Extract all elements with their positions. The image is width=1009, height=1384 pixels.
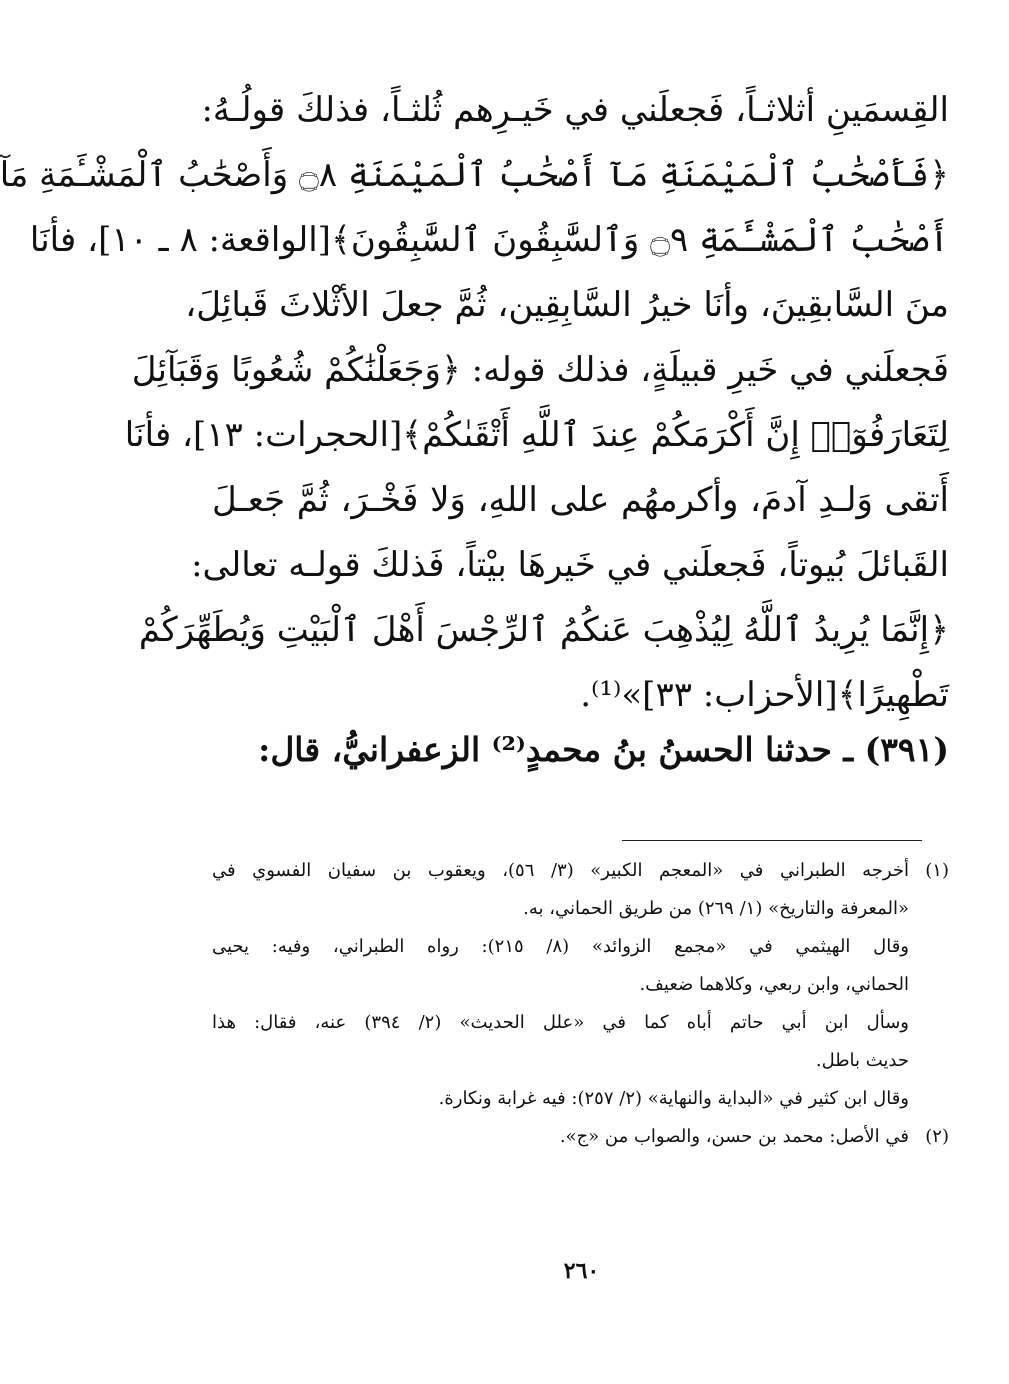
footnote (212, 852, 949, 928)
footnote-line: حديث باطل. (815, 1050, 909, 1071)
page-number: ٢٦٠ (563, 1258, 600, 1284)
footnote (212, 928, 949, 1004)
text-line: فَجعلَني في خَيرِ قبيلَةٍ، فذلك قوله: ﴿وَجَعَلْنَٰكُمْ شُعُوبًا وَقَبَآئِلَ (131, 350, 949, 390)
footnote-body (212, 1080, 909, 1118)
footnote-line: «المعرفة والتاريخ» (١/ ٢٦٩) من طريق الحماني، به. (523, 898, 909, 919)
footnote-line: الحماني، وابن ربعي، وكلاهما ضعيف. (639, 974, 909, 995)
footnote-body (212, 928, 909, 1004)
footnote-body (212, 1118, 909, 1156)
footnotes (212, 852, 949, 1156)
text-line: أَتقى وَلـدِ آدمَ، وأكرمهُم على اللهِ، وَلا فَخْـرَ، ثُمَّ جَعـلَ (212, 480, 949, 520)
footnote-body (212, 1004, 909, 1080)
footnote-number (909, 1080, 949, 1118)
text-line: منَ السَّابقِينَ، وأنَا خيرُ السَّابِقِين، ثُمَّ جعلَ الأثْلاثَ قَبائِلَ، (185, 285, 949, 325)
footnote-line: وقال ابن كثير في «البداية والنهاية» (٢/ ٢٥٧): فيه غرابة ونكارة. (438, 1088, 909, 1109)
footnote (212, 1080, 949, 1118)
footnote-number: (١) (925, 860, 949, 881)
text-line: ﴿إِنَّمَا يُرِيدُ ٱللَّهُ لِيُذْهِبَ عَنكُمُ ٱلرِّجْسَ أَهْلَ ٱلْبَيْتِ وَيُطَهِّرَكُمْ (138, 610, 949, 650)
text-line: أَصْحَٰبُ ٱلْمَشْـَٔمَةِ ۝٩ وَٱلسَّٰبِقُونَ ٱلسَّٰبِقُونَ﴾[الواقعة: ٨ ـ ١٠]، فأنَا (29, 220, 949, 260)
footnote-line: في الأصل: محمد بن حسن، والصواب من «ج». (559, 1126, 909, 1147)
footnote-line: أخرجه الطبراني في «المعجم الكبير» (٣/ ٥٦)، ويعقوب بن سفيان الفسوي في (212, 860, 909, 881)
text-line: القَبائلَ بُيوتاً، فَجعلَني في خَيرهَا بيْتاً، فَذلكَ قولـه تعالى: (191, 545, 949, 585)
hadith-heading: (٣٩١) ـ حدثنا الحسنُ بنُ محمدٍ⁽²⁾ الزعفرانيُّ، قال: (258, 730, 949, 769)
footnote-number: (٢) (925, 1126, 949, 1147)
text-line: القِسمَينِ أثلاثـاً، فَجعلَني في خَيـرِهم ثُلثـاً، فذلكَ قولُـهُ: (201, 90, 949, 130)
footnote-number (909, 928, 949, 1004)
footnote (212, 1118, 949, 1156)
footnote-number (909, 1004, 949, 1080)
footnote-body (212, 852, 909, 928)
text-line: ﴿فَأَصْحَٰبُ ٱلْمَيْمَنَةِ مَآ أَصْحَٰبُ ٱلْمَيْمَنَةِ ۝٨ وَأَصْحَٰبُ ٱلْمَشْـَٔمَةِ مَآ (0, 155, 949, 195)
footnote-line: وقال الهيثمي في «مجمع الزوائد» (٨/ ٢١٥): رواه الطبراني، وفيه: يحيى (212, 936, 909, 957)
text-line: لِتَعَارَفُوٓا۟ إِنَّ أَكْرَمَكُمْ عِندَ ٱللَّهِ أَتْقَىٰكُمْ﴾[الحجرات: ١٣]، فأنَا (124, 415, 949, 455)
footnote-line: وسأل ابن أبي حاتم أباه كما في «علل الحديث» (٢/ ٣٩٤) عنه، فقال: هذا (212, 1012, 909, 1033)
text-line: تَطْهِيرًا﴾[الأحزاب: ٣٣]»⁽¹⁾. (580, 675, 949, 715)
footnote-separator (622, 840, 922, 841)
footnote (212, 1004, 949, 1080)
main-text (0, 78, 949, 728)
